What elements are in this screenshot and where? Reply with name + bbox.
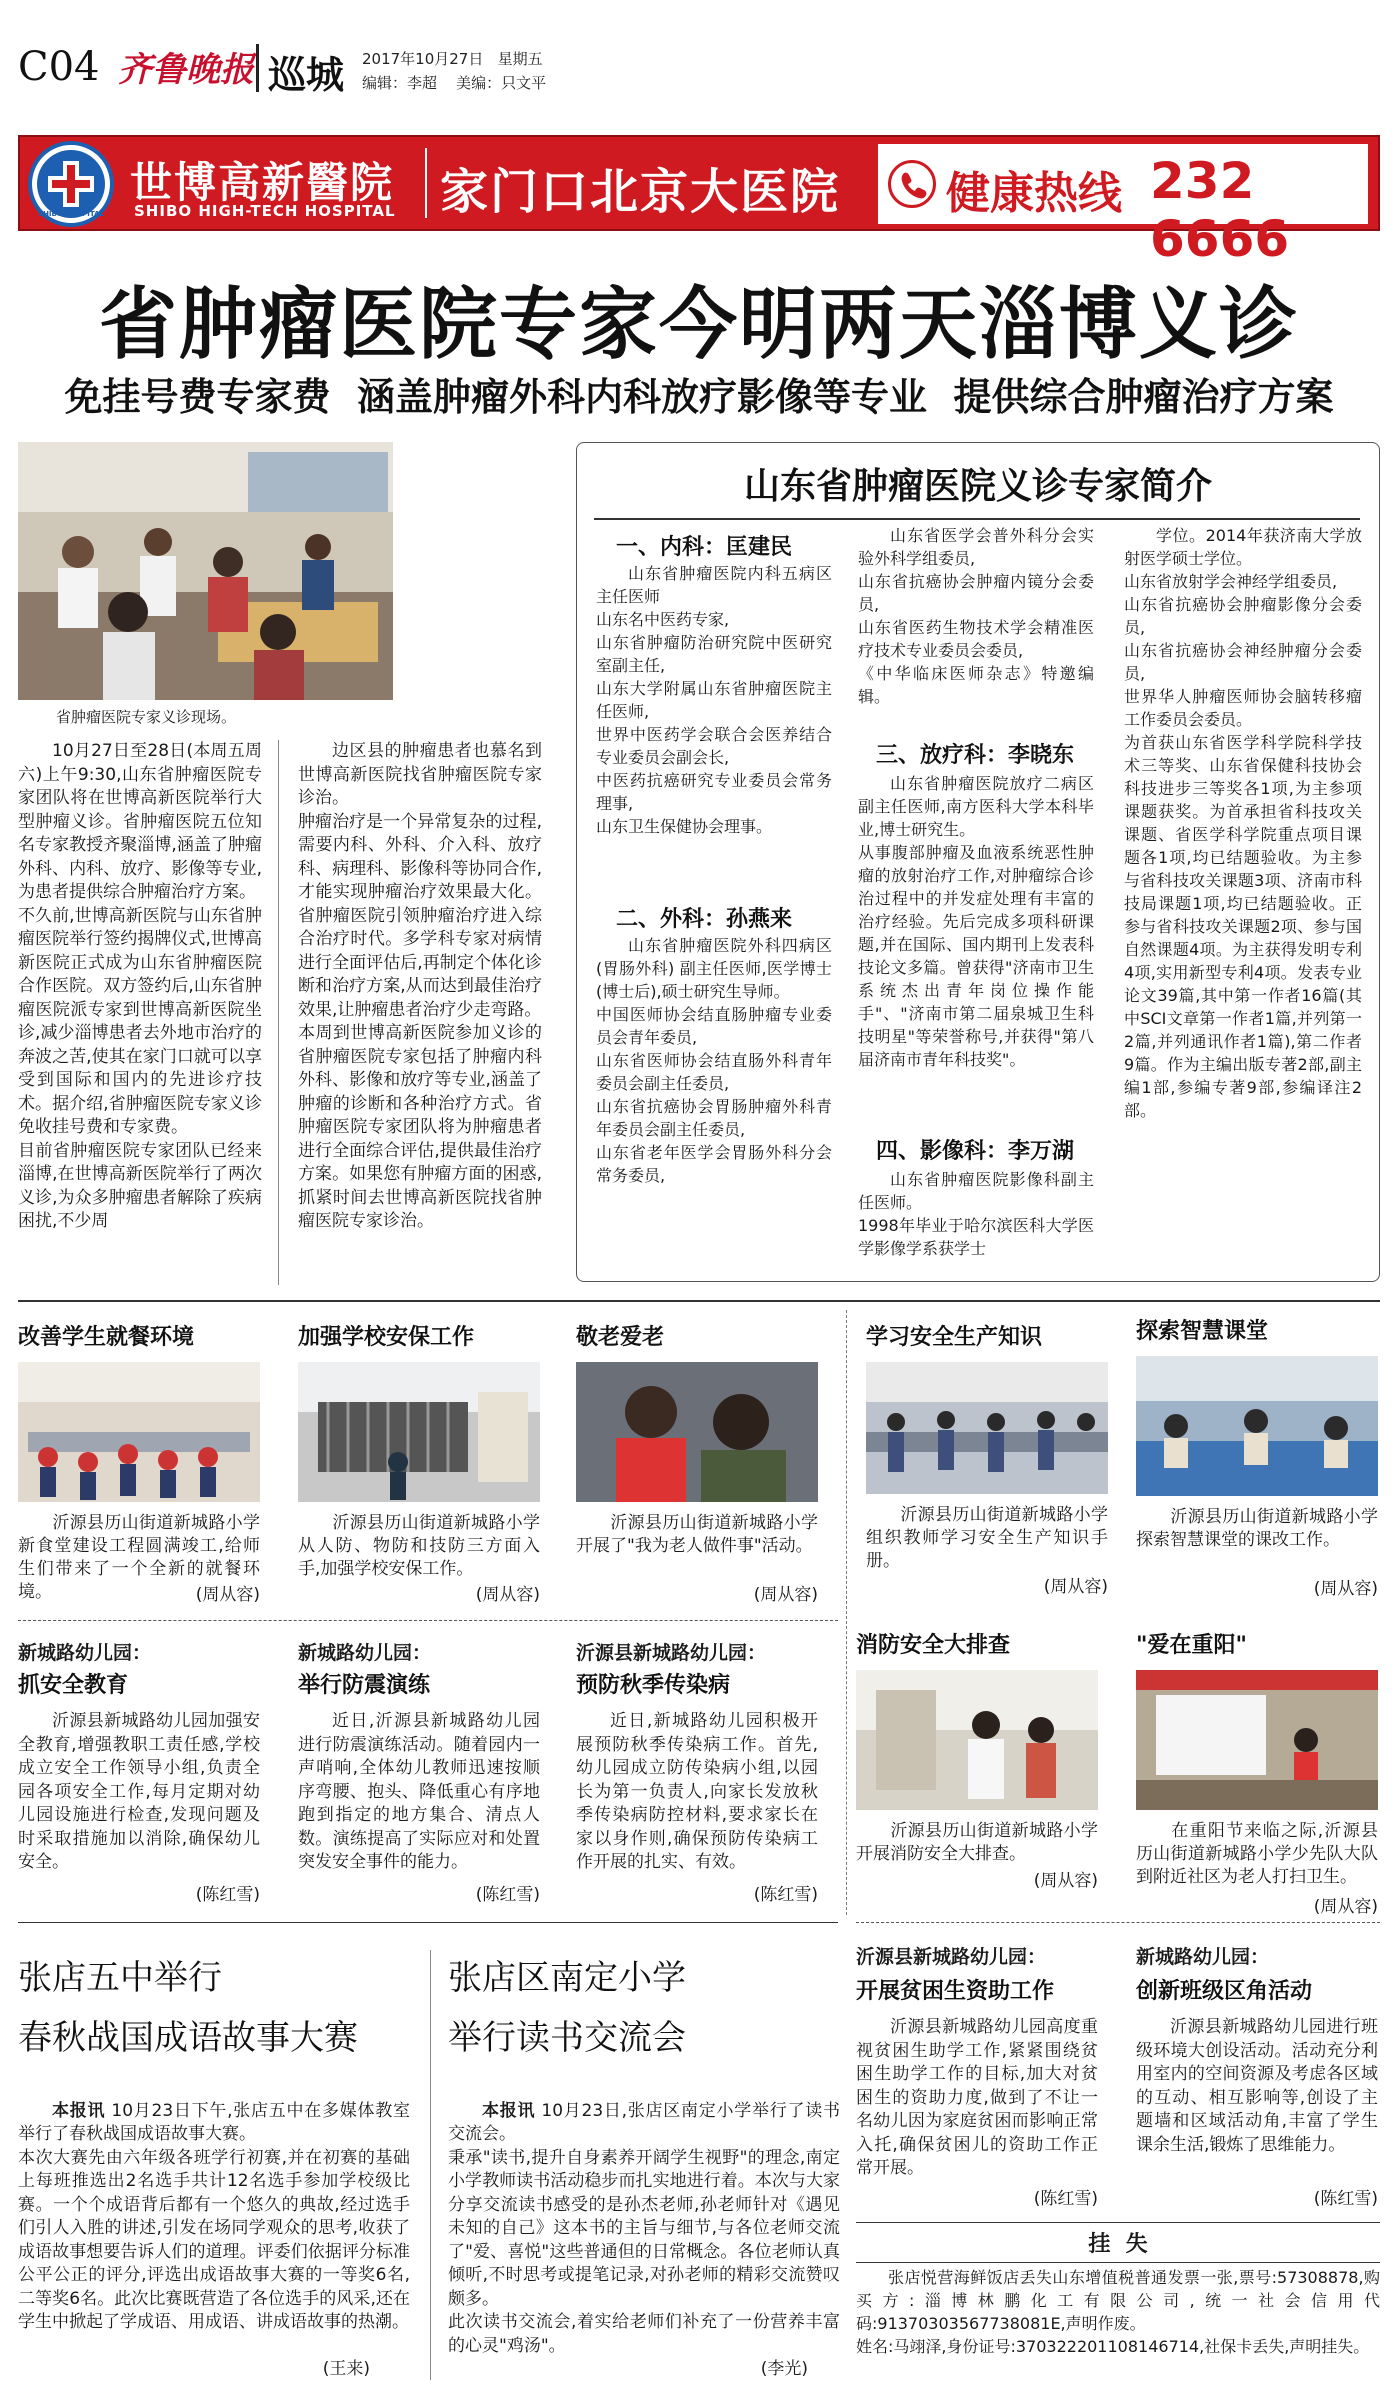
row2-body-1: 沂源县新城路幼儿园加强安全教育,增强教职工责任感,学校成立安全工作领导小组,负责全园各项安全工作,每月定期对幼儿园设施进行检查,发现问题及时采取措施加以消除,确保幼儿安全。 [18,1711,260,1872]
notice-body: 张店悦营海鲜饭店丢失山东增值税普通发票一张,票号:57308878,购买方:淄博林鹏化工有限公司,统一社会信用代码:91370303567738081E,声明作废。 姓名:马翊泽,身份证号:370322201108146714,社保卡丢失,声明挂失。 [856,2268,1380,2356]
story-b-lead: 本报讯 [482,2100,536,2121]
masthead-date [362,48,543,69]
date-text: 2017年10月27日 [362,50,484,68]
safety-study-photo [866,1362,1108,1494]
section-divider-1 [18,1300,1380,1302]
story-a-title-2: 春秋战国成语故事大赛 [18,2018,358,2058]
story-a-title-1: 张店五中举行 [18,1958,222,1998]
experts-col2-top: 山东省医学会普外科分会实验外科学组委员, 山东省抗癌协会肿瘤内镜分会委员, 山东省医药生物技术学会精准医疗技术专业委员会委员, 《中华临床医师杂志》特邀编辑。 [858,526,1094,706]
subheadline: 免挂号费专家费 涵盖肿瘤外科内科放疗影像等专业 提供综合肿瘤治疗方案 [64,375,1334,419]
canteen-photo [18,1362,260,1502]
row3-body-2: 沂源县新城路幼儿园进行班级环境大创设活动。活动充分利用室内的空间资源及考虑各区域的互动、相互影响等,创设了主题墙和区域活动角,丰富了学生课余生活,锻炼了思维能力。 [1136,2017,1378,2155]
row1-caption-3-text: 沂源县历山街道新城路小学开展了"我为老人做件事"活动。 [576,1513,818,1556]
phone-icon [888,160,936,208]
col-rule [278,740,279,1285]
photo-caption: 省肿瘤医院专家义诊现场。 [56,708,237,726]
main-story-col1: 10月27日至28日(本周五周六)上午9:30,山东省肿瘤医院专家团队将在世博高新医院举行大型肿瘤义诊。省肿瘤医院五位知名专家教授齐聚淄博,涵盖了肿瘤外科、内科、放疗、影像等专业,为患者提供综合肿瘤治疗方案。 不久前,世博高新医院与山东省肿瘤医院举行签约揭牌仪式,世博高新医院正式成为山东省肿瘤医院合作医院。双方签约后,山东省肿瘤医院派专家到世博高新医院坐诊,减少淄博患者去外地市治疗的奔波之苦,使其在家门口就可以享受到国际和国内的先进诊疗技术。据介绍,省肿瘤医院专家义诊免收挂号费和专家费。 目前省肿瘤医院专家团队已经来淄博,在世博高新医院举行了两次义诊,为众多肿瘤患者解除了疾病困扰,不少周 [18,741,262,1231]
weekday-text: 星期五 [497,50,543,68]
row1-credit-2: (周从容) [475,1585,540,1605]
row2-kicker-2: 新城路幼儿园： [298,1642,432,1664]
hospital-name-en: SHIBO HIGH-TECH HOSPITAL [134,202,396,220]
story-a-text: 10月23日下午,张店五中在多媒体教室举行了春秋战国成语故事大赛。 本次大赛先由六年级各班学行初赛,并在初赛的基础上每班推选出2名选手共计12名选手参加学校级比赛。一个个成语背后都有一个悠久的典故,经过选手们引人入胜的讲述,引发在场同学观众的思考,收获了成语故事想要告诉人们的道理。评委们依据评分标准公平公正的评分,评选出成语故事大赛的一等奖6名,二等奖6名。此次比赛既营造了各位选手的风采,还在学生中掀起了学成语、用成语、讲成语故事的热潮。 [18,2100,411,2332]
expert3-body: 山东省肿瘤医院放疗二病区 副主任医师,南方医科大学本科毕业,博士研究生。 从事腹部肿瘤及血液系统恶性肿瘤的放射治疗工作,对肿瘤综合诊治过程中的并发症处理有丰富的治疗经验。先后完成多项科研课题,并在国际、国内期刊上发表科技论文多篇。曾获得"济南市卫生系统杰出青年岗位操作能手"、"济南市第二届泉城卫生科技明星"等荣誉称号,并获得"第八届济南市青年科技奖"。 [858,774,1094,1069]
row2-title-2: 举行防震演练 [298,1673,431,1698]
paper-name: 齐鲁晚报 [118,50,254,90]
story-a-body [18,2076,410,2335]
row1-credit-4: (周从容) [1043,1577,1108,1597]
story-b-body [448,2076,840,2358]
row3-kicker-2: 新城路幼儿园： [1136,1946,1270,1968]
row2-caption-4 [856,1820,1098,1866]
expert4-body: 山东省肿瘤医院影像科副主任医师。 1998年毕业于哈尔滨医科大学医学影像学系获学士 [858,1170,1094,1258]
row1-title-2: 加强学校安保工作 [298,1325,475,1350]
editor-line: 编辑：李超 美编：只文平 [362,74,547,92]
row2-title-5: "爱在重阳" [1136,1633,1247,1658]
row1-caption-5-text: 沂源县历山街道新城路小学探索智慧课堂的课改工作。 [1136,1507,1378,1550]
row2-title-3: 预防秋季传染病 [576,1673,731,1698]
row3-credit-2: (陈红雪) [1313,2189,1378,2209]
notice-title: 挂 失 [856,2222,1380,2263]
row1-caption-5 [1136,1506,1378,1552]
expert1-body: 山东省肿瘤医院内科五病区 主任医师 山东名中医药专家, 山东省肿瘤防治研究院中医研究室副主任, 山东大学附属山东省肿瘤医院主任医师, 世界中医药学会联合会医养结合专业委员会副会长, 中医药抗癌研究专业委员会常务理事, 山东卫生保健协会理事。 [596,564,832,836]
row1-title-5: 探索智慧课堂 [1136,1319,1269,1344]
row2-credit-1: (陈红雪) [195,1885,260,1905]
row2-credit-4: (周从容) [1033,1871,1098,1891]
experts-title: 山东省肿瘤医院义诊专家简介 [743,465,1212,507]
section-name: 巡城 [268,52,345,97]
row3-title-1: 开展贫困生资助工作 [856,1979,1055,2004]
row2-title-1: 抓安全教育 [18,1673,129,1698]
row2-caption-5 [1136,1820,1378,1889]
story-b-text: 10月23日,张店区南定小学举行了读书交流会。 秉承"读书,提升自身素养开阔学生视野"的理念,南定小学教师读书活动稳步而扎实地进行着。本次与大家分享交流读书感受的是孙杰老师,孙老师针对《遇见未知的自己》这本书的主旨与细节,与各位老师交流了"爱、喜悦"这些普通但的日常概念。各位老师认真倾听,不时思考或提笔记录,对孙老师的精彩交流赞叹颇多。 此次读书交流会,着实给老师们补充了一份营养丰富的心灵"鸡汤"。 [448,2100,841,2356]
expert4-heading: 四、影像科：李万湖 [876,1139,1075,1164]
row3-kicker-1: 沂源县新城路幼儿园： [856,1946,1047,1968]
hotline-label: 健康热线 [946,168,1122,219]
row3-credit-1: (陈红雪) [1033,2189,1098,2209]
row1-caption-4 [866,1504,1108,1573]
experts-title-rule [594,518,1360,520]
row1-caption-2-text: 沂源县历山街道新城路小学从人防、物防和技防三方面入手,加强学校安保工作。 [298,1513,540,1579]
row1-hdivider [18,1620,838,1621]
story-divider [430,1950,431,2380]
story-b-title-2: 举行读书交流会 [448,2018,686,2058]
row2-hdivider-right [856,1922,1380,1923]
fire-safety-photo [856,1670,1098,1810]
clinic-photo [18,442,393,700]
expert2-body: 山东省肿瘤医院外科四病区(胃肠外科) 副主任医师,医学博士(博士后),硕士研究生导师。 中国医师协会结直肠肿瘤专业委员会青年委员, 山东省医师协会结直肠外科青年委员会副主任委员, 山东省抗癌协会胃肠肿瘤外科青年委员会副主任委员, 山东省老年医学会胃肠外科分会常务委员, [596,936,832,1185]
row2-body-3: 近日,新城路幼儿园积极开展预防秋季传染病工作。首先,幼儿园成立防传染病小组,以园长为第一负责人,向家长发放秋季传染病防控材料,要求家长在家以身作则,确保预防传染病工作开展的扎实、有效。 [576,1711,818,1872]
row2-caption-5-text: 在重阳节来临之际,沂源县历山街道新城路小学少先队大队到附近社区为老人打扫卫生。 [1136,1821,1378,1887]
row2-title-4: 消防安全大排查 [856,1633,1011,1658]
row2-kicker-1: 新城路幼儿园： [18,1642,152,1664]
row1-caption-2 [298,1512,540,1581]
row3-body-1: 沂源县新城路幼儿园高度重视贫困生助学工作,紧紧围绕贫困生助学工作的目标,加大对贫困生的资助力度,做到了不让一名幼儿因为家庭贫困而影响正常入托,确保贫困儿的资助工作正常开展。 [856,2017,1098,2178]
row2-caption-4-text: 沂源县历山街道新城路小学开展消防安全大排查。 [856,1821,1098,1864]
row1-caption-1-text: 沂源县历山街道新城路小学新食堂建设工程圆满竣工,给师生们带来了一个全新的就餐环境。 [18,1513,260,1602]
ad-divider [425,148,427,218]
row2-credit-3: (陈红雪) [753,1885,818,1905]
story-b-credit: (李光) [760,2359,808,2379]
masthead-divider [256,44,259,92]
row1-title-1: 改善学生就餐环境 [18,1325,195,1350]
row2-credit-2: (陈红雪) [475,1885,540,1905]
main-story-col2: 边区县的肿瘤患者也慕名到世博高新医院找省肿瘤医院专家诊治。 肿瘤治疗是一个异常复杂的过程,需要内科、外科、介入科、放疗科、病理科、影像科等协同合作,才能实现肿瘤治疗效果最大化。省肿瘤医院引领肿瘤治疗进入综合治疗时代。多学科专家对病情进行全面评估后,再制定个体化诊断和治疗方案,从而达到最佳治疗效果,让肿瘤患者治疗少走弯路。 本周到世博高新医院参加义诊的省肿瘤医院专家包括了肿瘤内科外科、影像和放疗等专业,涵盖了肿瘤的诊断和各种治疗方式。省肿瘤医院专家团队将为肿瘤患者进行全面综合评估,提供最佳治疗方案。如果您有肿瘤方面的困惑,抓紧时间去世博高新医院找省肿瘤医院专家诊治。 [298,741,542,1231]
elderly-photo [576,1362,818,1502]
row2-kicker-3: 沂源县新城路幼儿园： [576,1642,767,1664]
row1-credit-1: (周从容) [195,1585,260,1605]
row1-caption-4-text: 沂源县历山街道新城路小学组织教师学习安全生产知识手册。 [866,1505,1108,1571]
row1-title-3: 敬老爱老 [576,1325,665,1350]
story-a-lead: 本报讯 [52,2100,106,2121]
row1-caption-3 [576,1512,818,1558]
row2-body-2: 近日,沂源县新城路幼儿园进行防震演练活动。随着园内一声哨响,全体幼儿教师迅速按顺序弯腰、抱头、降低重心有序地跑到指定的地方集合、清点人数。演练提高了实际应对和处置突发安全事件的能力。 [298,1711,540,1872]
double-ninth-photo [1136,1670,1378,1810]
row2-credit-5: (周从容) [1313,1897,1378,1917]
row1-title-4: 学习安全生产知识 [866,1325,1043,1350]
expert2-heading: 二、外科：孙燕来 [616,907,793,932]
page-number: C04 [18,44,100,90]
section-divider-2 [18,1922,838,1923]
hospital-name-cn: 世博高新醫院 [130,158,395,207]
story-b-title-1: 张店区南定小学 [448,1958,686,1998]
row3-title-2: 创新班级区角活动 [1136,1979,1313,2004]
expert3-heading: 三、放疗科：李晓东 [876,743,1075,768]
experts-col3: 学位。2014年获济南大学放射医学硕士学位。 山东省放射学会神经学组委员, 山东省抗癌协会肿瘤影像分会委员, 山东省抗癌协会神经肿瘤分会委员, 世界华人肿瘤医师协会脑转移瘤工作委员会委员。 为首获山东省医学科学院科学技术三等奖、山东省保健科技协会科技进步三等奖各1项,为主参项课题获奖。为首承担省科技攻关课题、省医学科学院重点项目课题各1项,均已结题验收。为主参与省科技攻关课题3项、济南市科技局课题1项,均已结题验收。正参与省科技攻关课题2项、参与国自然课题4项。为主获得发明专利4项,实用新型专利4项。发表专业论文39篇,其中第一作者16篇(其中SCI文章第一作者1篇,并列第一2篇,并列通讯作者1篇),第二作者9篇。作为主编出版专著2部,副主编1部,参编专著9部,参编译注2部。 [1124,526,1362,1120]
security-photo [298,1362,540,1502]
headline: 省肿瘤医院专家今明两天淄博义诊 [98,280,1299,370]
hospital-logo-text: SHIBO HOSPITAL [38,210,104,218]
row1-credit-3: (周从容) [753,1585,818,1605]
row1-vdivider [846,1310,847,1915]
expert1-heading: 一、内科：匡建民 [616,535,793,560]
ad-slogan: 家门口北京大医院 [440,164,841,220]
smart-classroom-photo [1136,1356,1378,1496]
story-a-credit: (王来) [322,2359,370,2379]
row1-credit-5: (周从容) [1313,1579,1378,1599]
hotline-number: 232 6666 [1150,152,1290,268]
